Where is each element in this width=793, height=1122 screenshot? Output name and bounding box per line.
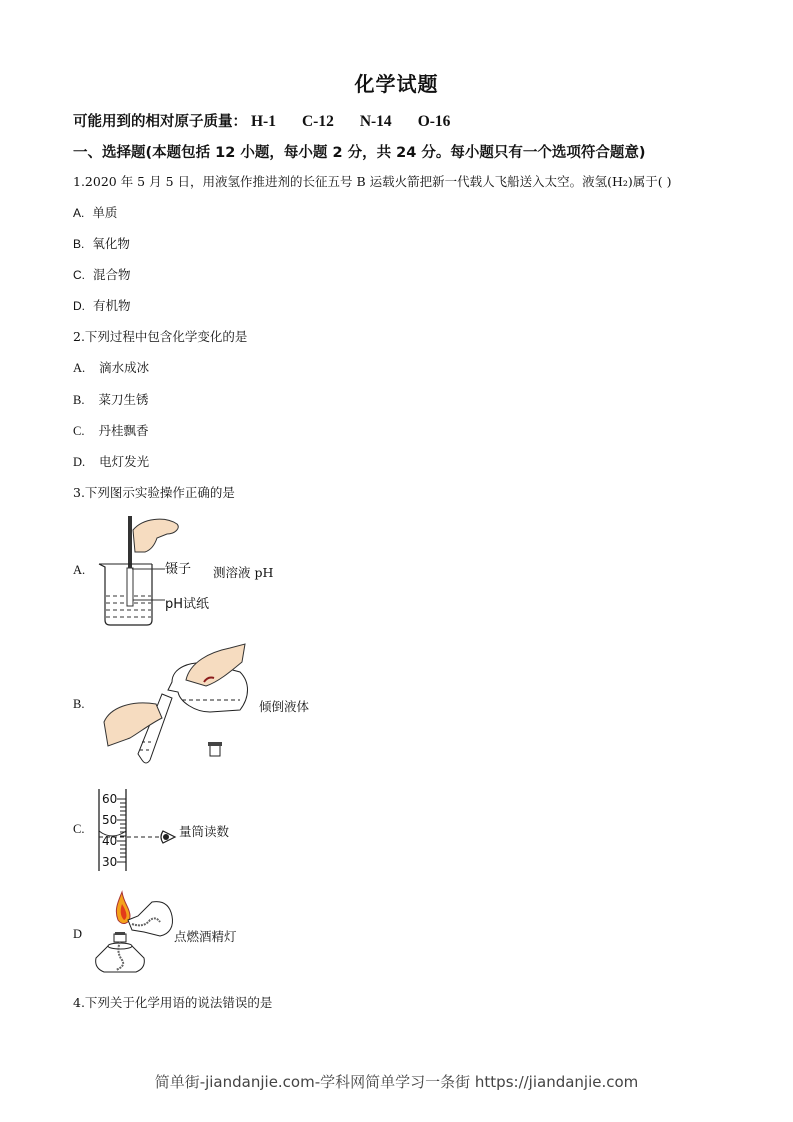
option-label: D. xyxy=(73,455,86,469)
q3-option-c-caption: 量筒读数 xyxy=(179,824,230,839)
footer-watermark: 简单街-jiandanjie.com-学科网简单学习一条街 https://jiandanjie.com xyxy=(154,1073,639,1091)
option-text: 单质 xyxy=(92,205,118,220)
option-label: C. xyxy=(73,268,85,282)
atomic-mass-label: 可能用到的相对原子质量： xyxy=(73,114,247,130)
ph-test-figure xyxy=(95,512,225,630)
q3-option-d-caption: 点燃酒精灯 xyxy=(174,929,237,944)
q3-option-a-caption: 测溶液 pH xyxy=(213,565,274,580)
question-3-stem: 3.下列图示实验操作正确的是 xyxy=(73,485,235,500)
q3-option-b-label: B. xyxy=(73,697,85,711)
option-label: A. xyxy=(73,206,85,220)
svg-text:30: 30 xyxy=(102,855,118,869)
option-text: 混合物 xyxy=(93,267,131,282)
atomic-mass-line xyxy=(73,110,450,131)
page-title: 化学试题 xyxy=(354,72,439,96)
option-text: 滴水成冰 xyxy=(99,360,150,375)
measuring-cylinder-figure xyxy=(95,787,185,872)
section-heading: 一、选择题(本题包括 12 小题，每小题 2 分，共 24 分。每小题只有一个选项符合题意) xyxy=(73,145,646,161)
q1-option-a xyxy=(73,203,117,221)
q3-option-d-label: D xyxy=(73,927,83,941)
atomic-mass-h: H-1 xyxy=(251,113,276,130)
q1-option-c xyxy=(73,265,131,283)
q2-option-c xyxy=(73,421,148,439)
option-text: 有机物 xyxy=(93,298,131,313)
svg-text:40: 40 xyxy=(102,834,118,848)
svg-text:60: 60 xyxy=(102,792,118,806)
option-label: B. xyxy=(73,237,85,251)
q1-option-d xyxy=(73,296,131,314)
question-4-stem: 4.下列关于化学用语的说法错误的是 xyxy=(73,995,273,1010)
q2-option-b xyxy=(73,390,148,408)
option-label: B. xyxy=(73,393,85,407)
svg-text:50: 50 xyxy=(102,813,118,827)
option-text: 菜刀生锈 xyxy=(98,392,149,407)
option-text: 氧化物 xyxy=(92,236,130,251)
q3-option-c-label: C. xyxy=(73,822,85,836)
q2-option-d xyxy=(73,452,149,470)
alcohol-lamp-figure xyxy=(90,890,175,980)
option-text: 丹桂飘香 xyxy=(98,423,149,438)
option-label: C. xyxy=(73,424,85,438)
q3-option-b-caption: 倾倒液体 xyxy=(259,699,310,714)
option-label: D. xyxy=(73,299,85,313)
atomic-mass-c: C-12 xyxy=(301,113,334,130)
option-label: A. xyxy=(73,361,86,375)
option-text: 电灯发光 xyxy=(99,454,150,469)
atomic-mass-o: O-16 xyxy=(417,113,451,130)
tweezers-label: 镊子 xyxy=(165,562,192,577)
atomic-mass-n: N-14 xyxy=(359,113,392,130)
q1-option-b xyxy=(73,234,130,252)
ph-paper-label: pH试纸 xyxy=(165,597,210,612)
q2-option-a xyxy=(73,358,149,376)
question-2-stem: 2.下列过程中包含化学变化的是 xyxy=(73,329,248,344)
q3-option-a-label: A. xyxy=(73,563,86,577)
pouring-liquid-figure xyxy=(100,642,250,767)
question-1-stem: 1.2020 年 5 月 5 日，用液氢作推进剂的长征五号 B 运载火箭把新一代载人飞船送入太空。液氢(H₂)属于( ) xyxy=(73,174,672,189)
